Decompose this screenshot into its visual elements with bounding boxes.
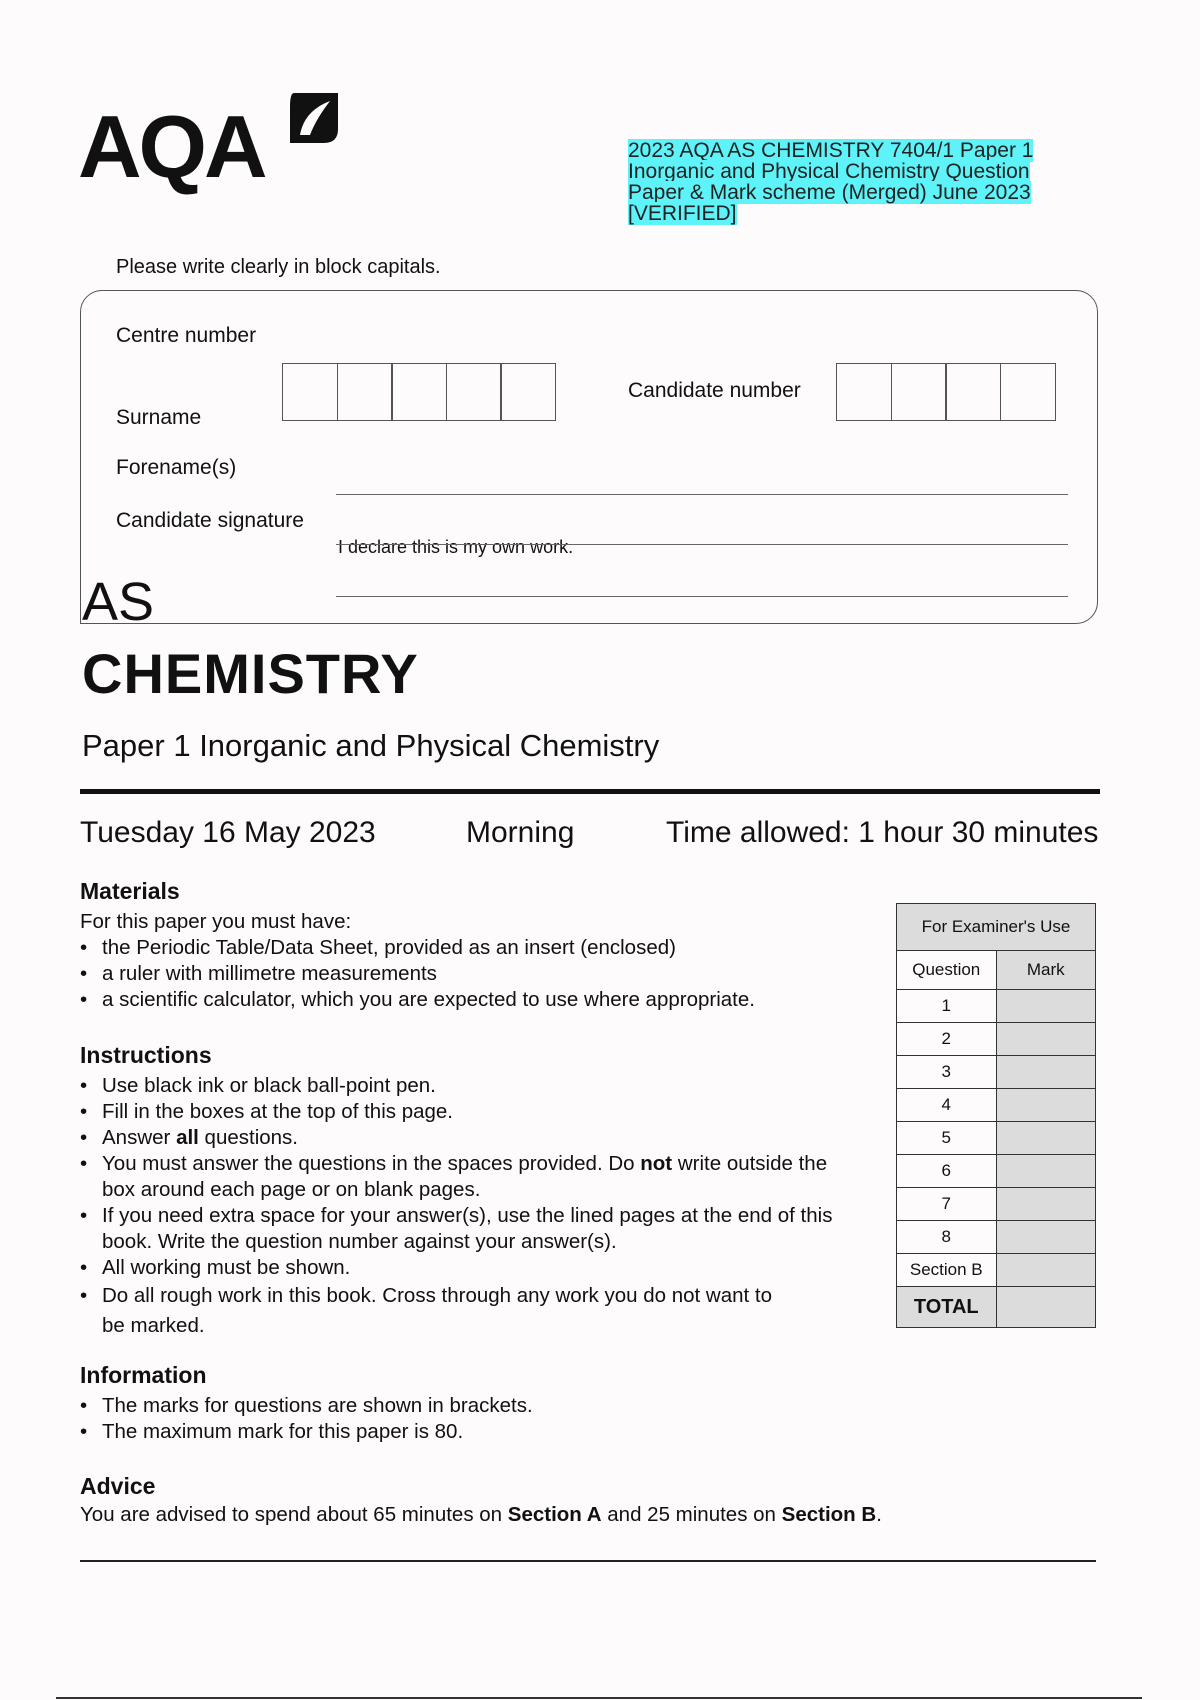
mark-cell[interactable] (996, 1089, 1096, 1122)
question-cell: 4 (897, 1089, 997, 1122)
forenames-label: Forename(s) (116, 456, 237, 479)
materials-section (80, 878, 860, 1013)
question-cell: 3 (897, 1056, 997, 1089)
question-cell: 6 (897, 1155, 997, 1188)
signature-label: Candidate signature (116, 509, 304, 532)
list-item: • a scientific calculator, which you are expected to use where appropriate. (80, 987, 860, 1013)
title-divider (80, 789, 1100, 794)
instructions-heading: Instructions (80, 1042, 212, 1068)
information-list (80, 1393, 860, 1445)
candidate-digit-box[interactable] (945, 363, 1001, 421)
centre-number-boxes[interactable] (282, 363, 555, 421)
subject-title: CHEMISTRY (82, 642, 419, 705)
surname-label: Surname (116, 406, 202, 429)
mark-column-header: Mark (996, 951, 1096, 990)
exam-session: Morning (466, 816, 575, 849)
question-cell: Section B (897, 1254, 997, 1287)
advice-section (80, 1473, 1080, 1528)
instructions-section (80, 1042, 860, 1341)
materials-intro: For this paper you must have: (80, 910, 352, 933)
extra-line[interactable] (336, 596, 1068, 597)
candidate-number-boxes[interactable] (836, 363, 1054, 421)
candidate-number-label: Candidate number (628, 379, 801, 402)
centre-digit-box[interactable] (500, 363, 556, 421)
candidate-digit-box[interactable] (836, 363, 892, 421)
materials-list (80, 935, 860, 1013)
advice-text: You are advised to spend about 65 minutes on Section A and 25 minutes on Section B. (80, 1503, 882, 1526)
question-cell: 7 (897, 1188, 997, 1221)
instructions-list (80, 1073, 860, 1341)
list-item: • The marks for questions are shown in brackets. (80, 1393, 860, 1419)
candidate-digit-box[interactable] (891, 363, 947, 421)
signature-line[interactable] (336, 544, 1068, 545)
centre-digit-box[interactable] (337, 363, 393, 421)
mark-cell[interactable] (996, 1023, 1096, 1056)
centre-digit-box[interactable] (282, 363, 338, 421)
list-item: • All working must be shown. (80, 1255, 860, 1281)
exam-date: Tuesday 16 May 2023 (80, 816, 376, 849)
question-cell: 2 (897, 1023, 997, 1056)
list-item: • a ruler with millimetre measurements (80, 961, 860, 987)
logo-leaf-icon (286, 89, 342, 147)
mark-cell[interactable] (996, 1056, 1096, 1089)
mark-cell[interactable] (996, 1221, 1096, 1254)
level-label: AS (82, 572, 155, 632)
list-item: • Fill in the boxes at the top of this page. (80, 1099, 860, 1125)
list-item: • Do all rough work in this book. Cross through any work you do not want to be marked. (80, 1281, 782, 1341)
centre-digit-box[interactable] (446, 363, 502, 421)
footer-divider (80, 1560, 1096, 1562)
logo-text: AQA (78, 97, 265, 196)
mark-cell[interactable] (996, 1188, 1096, 1221)
highlighted-title-note: 2023 AQA AS CHEMISTRY 7404/1 Paper 1 Inorganic and Physical Chemistry Question Paper & Mark scheme (Merged) June 2023 [VERIFIED] (628, 139, 1034, 225)
question-cell: 8 (897, 1221, 997, 1254)
mark-cell[interactable] (996, 990, 1096, 1023)
page-bottom-rule (56, 1697, 1142, 1699)
centre-digit-box[interactable] (391, 363, 447, 421)
total-mark-cell[interactable] (996, 1287, 1096, 1328)
mark-cell[interactable] (996, 1254, 1096, 1287)
information-section (80, 1362, 860, 1445)
list-item: • If you need extra space for your answer(s), use the lined pages at the end of this book. Write the question number against your answer(s). (80, 1203, 860, 1255)
information-heading: Information (80, 1362, 207, 1388)
question-cell: 5 (897, 1122, 997, 1155)
declaration-text: I declare this is my own work. (338, 537, 574, 557)
examiner-use-table (896, 903, 1096, 1328)
list-item: • The maximum mark for this paper is 80. (80, 1419, 860, 1445)
advice-heading: Advice (80, 1473, 156, 1499)
mark-cell[interactable] (996, 1122, 1096, 1155)
mark-cell[interactable] (996, 1155, 1096, 1188)
candidate-digit-box[interactable] (1000, 363, 1056, 421)
list-item: • Answer all questions. (80, 1125, 860, 1151)
paper-title: Paper 1 Inorganic and Physical Chemistry (82, 728, 660, 763)
centre-number-label: Centre number (116, 324, 257, 347)
aqa-logo (78, 85, 348, 195)
examiner-table-title: For Examiner's Use (897, 904, 1096, 951)
list-item: • the Periodic Table/Data Sheet, provided as an insert (enclosed) (80, 935, 860, 961)
question-column-header: Question (897, 951, 997, 990)
materials-heading: Materials (80, 878, 180, 904)
total-label: TOTAL (897, 1287, 997, 1328)
question-cell: 1 (897, 990, 997, 1023)
forenames-line[interactable] (336, 494, 1068, 495)
block-capitals-instruction: Please write clearly in block capitals. (116, 256, 441, 278)
time-allowed: Time allowed: 1 hour 30 minutes (666, 816, 1099, 849)
list-item: • You must answer the questions in the spaces provided. Do not write outside the box around each page or on blank pages. (80, 1151, 860, 1203)
list-item: • Use black ink or black ball-point pen. (80, 1073, 860, 1099)
